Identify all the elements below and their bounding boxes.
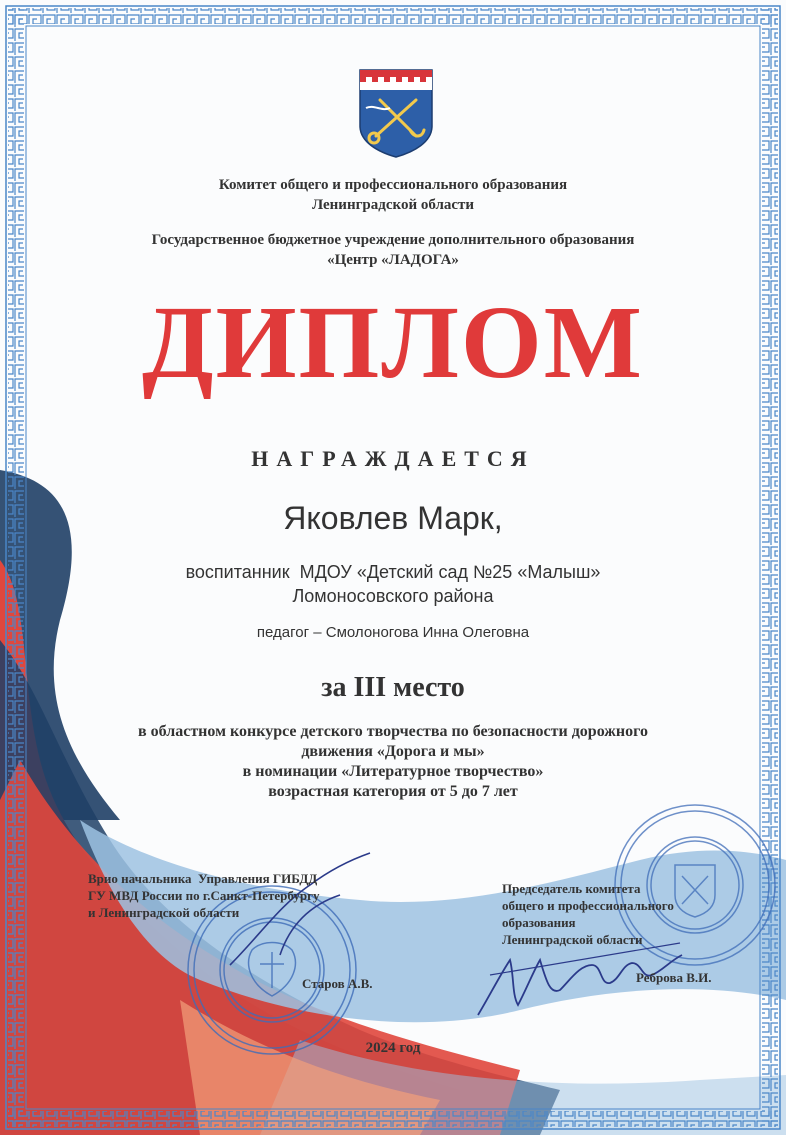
contest-line3: в номинации «Литературное творчество» <box>242 763 544 780</box>
right-title-line2: общего и профессионального <box>502 898 674 913</box>
committee-line2: Ленинградской области <box>311 197 475 213</box>
left-title-line1: Врио начальника Управления ГИБДД <box>88 871 318 886</box>
place-awarded: за III место <box>321 672 465 703</box>
recipient-name: Яковлев Марк, <box>283 500 503 536</box>
contest-description <box>0 722 786 802</box>
left-title-line2: ГУ МВД России по г.Санкт-Петербургу <box>88 888 320 903</box>
coat-of-arms-icon <box>358 68 434 158</box>
left-signatory-title <box>88 870 320 921</box>
right-title-line3: образования <box>502 915 576 930</box>
awarded-label: НАГРАЖДАЕТСЯ <box>251 446 535 471</box>
institution-line1: Государственное бюджетное учреждение дополнительного образования <box>151 232 635 248</box>
right-title-line1: Председатель комитета <box>502 881 641 896</box>
year-label: 2024 год <box>365 1040 421 1056</box>
contest-line2: движения «Дорога и мы» <box>301 743 485 760</box>
recipient-affiliation <box>0 560 786 608</box>
institution-heading <box>0 230 786 270</box>
left-signatory-name: Старов А.В. <box>302 976 373 991</box>
institution-line2: «Центр «ЛАДОГА» <box>327 252 459 268</box>
diploma-title: ДИПЛОМ <box>142 285 644 400</box>
teacher-line: педагог – Смолоногова Инна Олеговна <box>256 624 530 641</box>
pupil-line1: воспитанник МДОУ «Детский сад №25 «Малыш» <box>185 562 601 582</box>
pupil-line2: Ломоносовского района <box>292 586 494 606</box>
right-title-line4: Ленинградской области <box>502 932 643 947</box>
left-title-line3: и Ленинградской области <box>88 905 240 920</box>
contest-line4: возрастная категория от 5 до 7 лет <box>268 783 518 800</box>
right-signatory-name: Реброва В.И. <box>636 970 712 985</box>
right-signatory-title <box>502 880 674 948</box>
committee-line1: Комитет общего и профессионального образования <box>218 177 568 193</box>
contest-line1: в областном конкурсе детского творчества по безопасности дорожного <box>138 723 648 740</box>
committee-heading <box>0 175 786 215</box>
